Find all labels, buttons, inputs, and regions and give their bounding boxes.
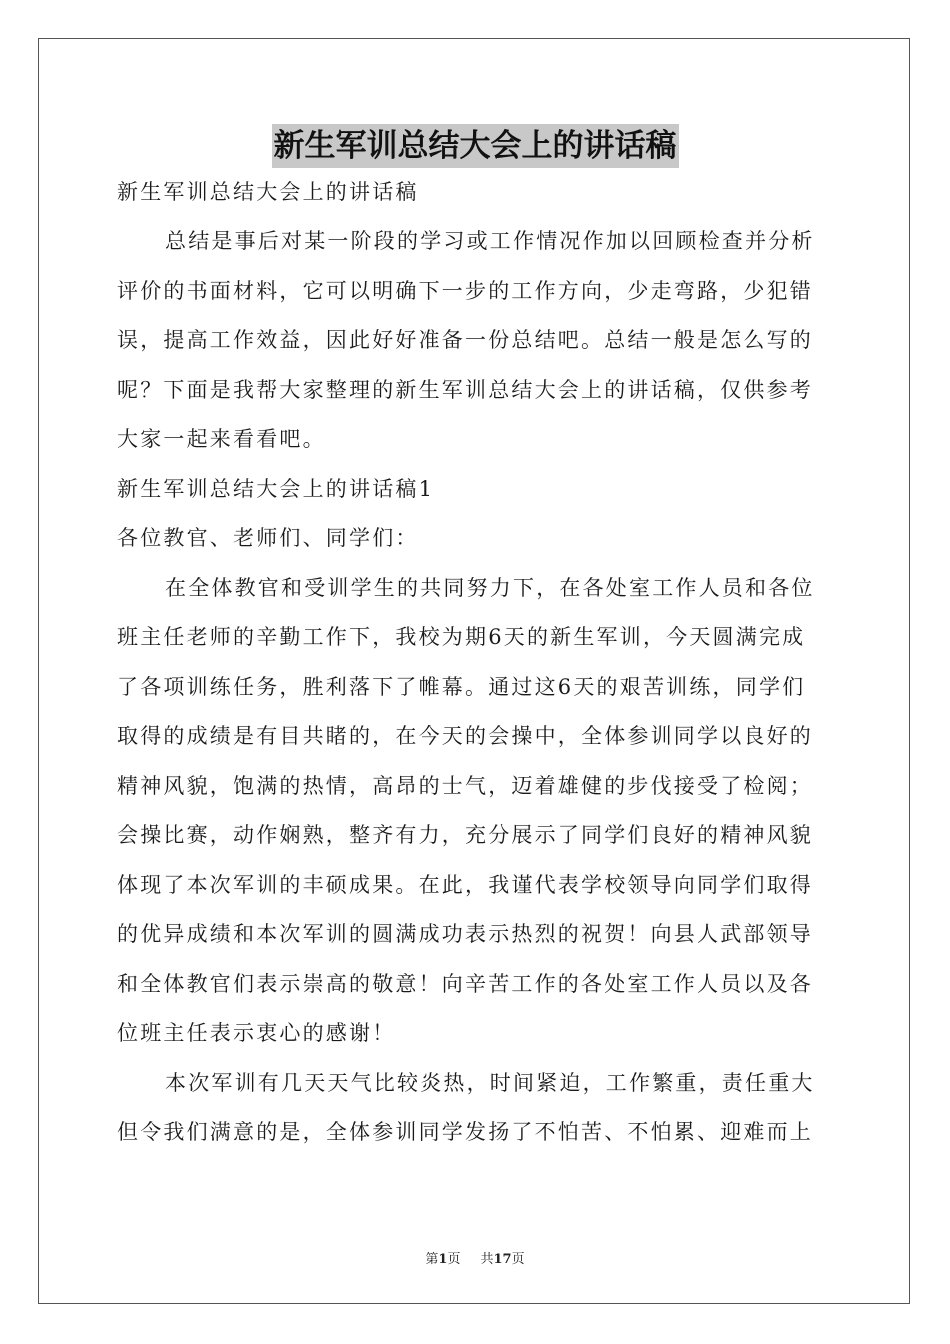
paragraph-line: 评价的书面材料，它可以明确下一步的工作方向，少走弯路，少犯错 — [117, 278, 813, 303]
page-footer — [0, 1248, 950, 1267]
paragraph-line: 和全体教官们表示崇高的敬意！向辛苦工作的各处室工作人员以及各 — [117, 971, 813, 996]
page-prefix: 第 — [425, 1252, 439, 1267]
greeting: 各位教官、老师们、同学们： — [117, 526, 419, 550]
paragraph-line: 会操比赛，动作娴熟，整齐有力，充分展示了同学们良好的精神风貌 — [117, 823, 813, 847]
paragraph-line: 的优异成绩和本次军训的圆满成功表示热烈的祝贺！向县人武部领导 — [117, 922, 813, 946]
paragraph-line: 但令我们满意的是，全体参训同学发扬了不怕苦、不怕累、迎难而上 — [117, 1120, 813, 1144]
paragraph-line: 取得的成绩是有目共睹的，在今天的会操中，全体参训同学以良好的 — [117, 724, 813, 748]
paragraph-line: 体现了本次军训的丰硕成果。在此，我谨代表学校领导向同学们取得 — [117, 872, 813, 897]
paragraph-line: 误，提高工作效益，因此好好准备一份总结吧。总结一般是怎么写的 — [117, 328, 813, 352]
page-current: 1 — [438, 1252, 448, 1267]
page-suffix: 页 — [447, 1252, 461, 1267]
paragraph-line: 位班主任表示衷心的感谢！ — [117, 1021, 396, 1045]
intro-paragraph — [117, 217, 833, 465]
paragraph-line: 在全体教官和受训学生的共同努力下，在各处室工作人员和各位 — [165, 575, 815, 600]
title-wrap — [117, 124, 833, 172]
section-heading: 新生军训总结大会上的讲话稿1 — [117, 476, 435, 501]
total-prefix: 共 — [480, 1252, 494, 1267]
paragraph-line: 本次军训有几天天气比较炎热，时间紧迫，工作繁重，责任重大 — [165, 1070, 815, 1095]
speech-paragraph-2 — [117, 1059, 833, 1158]
paragraph-line: 班主任老师的辛勤工作下，我校为期6天的新生军训，今天圆满完成 — [117, 625, 806, 649]
document-title: 新生军训总结大会上的讲话稿 — [272, 124, 679, 168]
paragraph-line: 总结是事后对某一阶段的学习或工作情况作加以回顾检查并分析 — [165, 229, 815, 253]
paragraph-line: 大家一起来看看吧。 — [117, 427, 326, 451]
total-suffix: 页 — [511, 1252, 525, 1267]
page-total: 17 — [493, 1252, 512, 1267]
paragraph-line: 了各项训练任务，胜利落下了帷幕。通过这6天的艰苦训练，同学们 — [117, 674, 806, 699]
document-body — [117, 124, 833, 1158]
speech-paragraph-1 — [117, 564, 833, 1059]
document-subtitle: 新生军训总结大会上的讲话稿 — [117, 180, 419, 204]
paragraph-line: 呢？下面是我帮大家整理的新生军训总结大会上的讲话稿，仅供参考 — [117, 377, 813, 402]
paragraph-line: 精神风貌，饱满的热情，高昂的士气，迈着雄健的步伐接受了检阅； — [117, 773, 813, 798]
